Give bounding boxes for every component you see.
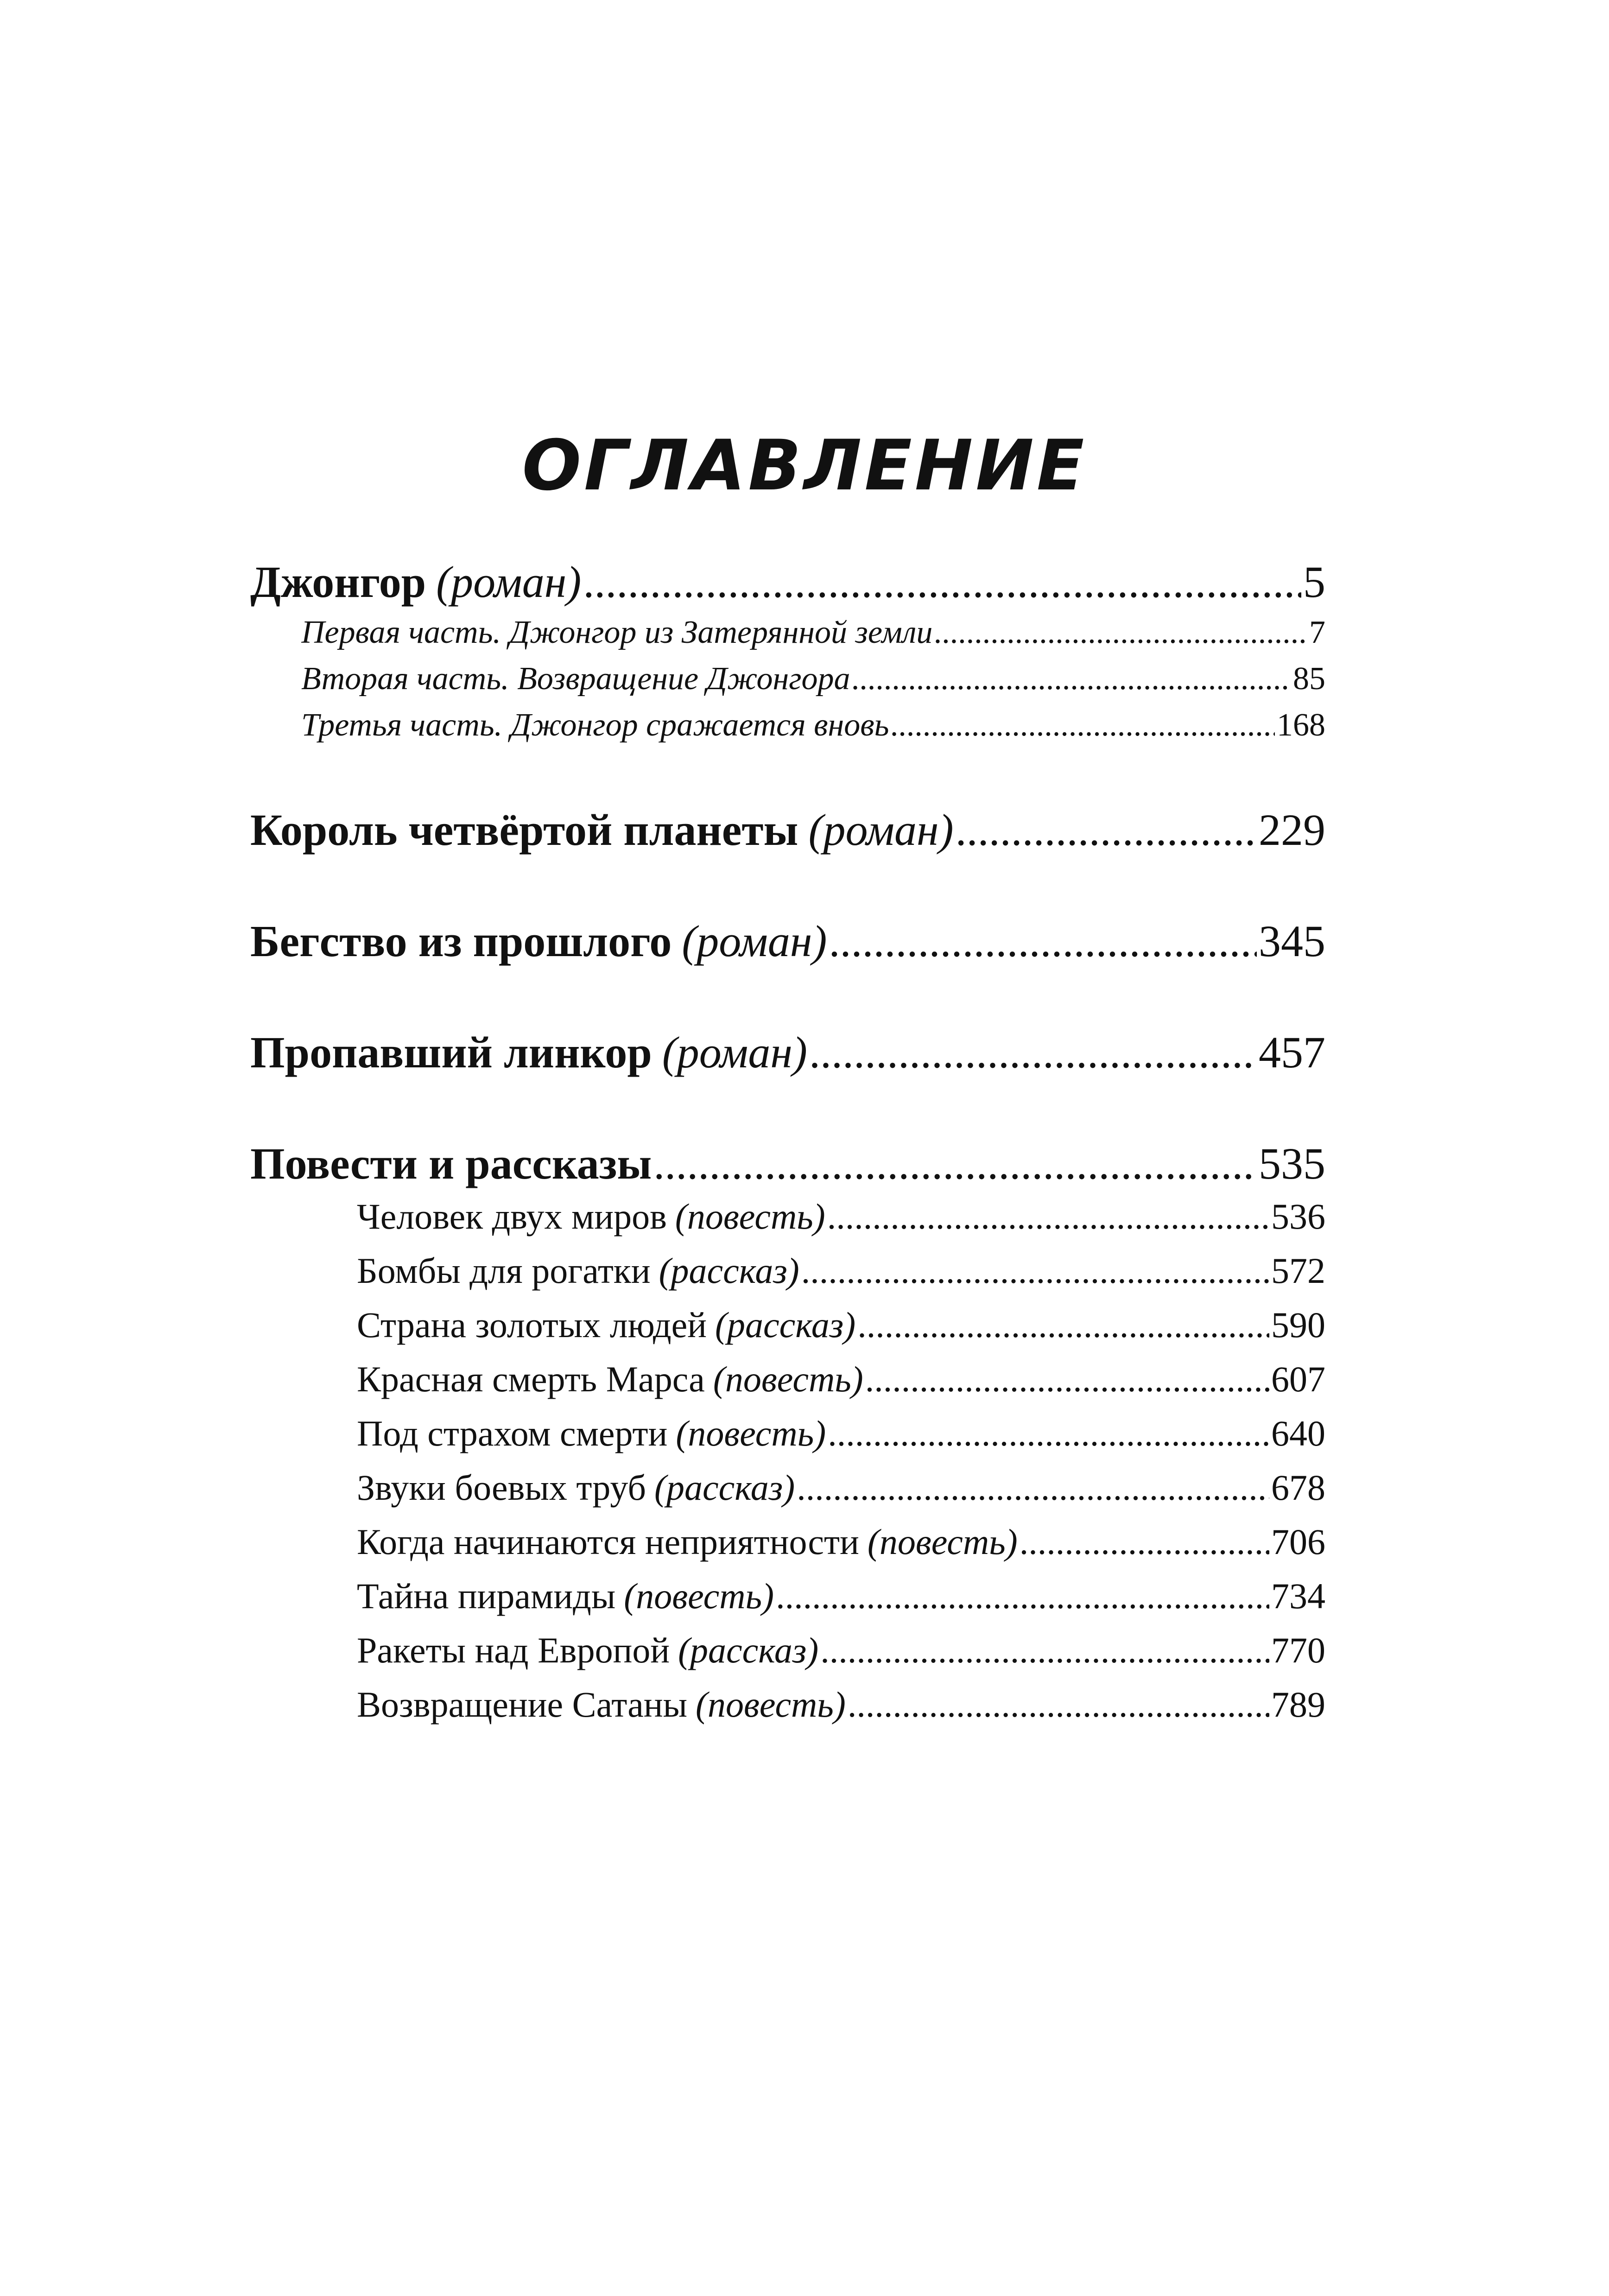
- entry-title: Бомбы для рогатки: [357, 1250, 651, 1291]
- toc-story-entry: [357, 1196, 1325, 1237]
- entry-genre: (повесть): [713, 1359, 863, 1399]
- entry-genre: (роман): [682, 916, 827, 966]
- entry-genre: (роман): [436, 557, 582, 607]
- entry-title: Пропавший линкор: [250, 1027, 652, 1077]
- entry-title: Повести и рассказы: [250, 1139, 652, 1188]
- toc-story-entry: [357, 1630, 1325, 1671]
- entry-title: Звуки боевых труб: [357, 1467, 646, 1508]
- entry-genre: (повесть): [867, 1522, 1018, 1562]
- entry-genre: (повесть): [676, 1413, 826, 1453]
- toc-subentry-part-2: [301, 660, 1325, 698]
- entry-genre: (повесть): [624, 1576, 774, 1616]
- table-of-contents: [250, 0, 1325, 2296]
- entry-page-number: 229: [1259, 805, 1325, 855]
- toc-story-entry: [357, 1413, 1325, 1454]
- entry-title: Красная смерть Марса: [357, 1359, 705, 1399]
- entry-page-number: 535: [1259, 1139, 1325, 1188]
- entry-title: Ракеты над Европой: [357, 1630, 670, 1670]
- toc-story-entry: [357, 1684, 1325, 1725]
- entry-page-number: 678: [1271, 1467, 1325, 1508]
- entry-title: Человек двух миров: [357, 1196, 667, 1237]
- dot-leader: [829, 915, 1257, 967]
- dot-leader: [820, 1630, 1269, 1671]
- entry-page-number: 607: [1271, 1359, 1325, 1399]
- toc-story-entry: [357, 1521, 1325, 1563]
- entry-genre: (роман): [662, 1027, 807, 1077]
- entry-title: Третья часть. Джонгор сражается вновь: [301, 707, 889, 743]
- toc-story-entry: [357, 1250, 1325, 1292]
- entry-title: Вторая часть. Возвращение Джонгора: [301, 661, 850, 697]
- dot-leader: [583, 556, 1301, 608]
- toc-subentry-part-1: [301, 614, 1325, 651]
- toc-entry-povesti-i-rasskazy: [250, 1138, 1325, 1189]
- entry-genre: (роман): [808, 805, 954, 855]
- toc-story-entry: [357, 1358, 1325, 1400]
- entry-title: Тайна пирамиды: [357, 1576, 616, 1616]
- toc-story-entry: [357, 1304, 1325, 1346]
- dot-leader: [891, 707, 1275, 744]
- entry-title: Под страхом смерти: [357, 1413, 668, 1453]
- dot-leader: [848, 1684, 1269, 1725]
- dot-leader: [801, 1250, 1269, 1292]
- dot-leader: [865, 1358, 1269, 1400]
- dot-leader: [809, 1027, 1257, 1078]
- entry-genre: (рассказ): [715, 1305, 856, 1345]
- entry-title: Король четвёртой планеты: [250, 805, 798, 855]
- dot-leader: [934, 614, 1307, 651]
- entry-page-number: 345: [1259, 916, 1325, 966]
- entry-page-number: 770: [1271, 1630, 1325, 1670]
- entry-page-number: 457: [1259, 1027, 1325, 1077]
- entry-page-number: 572: [1271, 1250, 1325, 1291]
- entry-genre: (повесть): [675, 1196, 825, 1237]
- toc-entry-begstvo: [250, 915, 1325, 967]
- toc-story-entry: [357, 1467, 1325, 1509]
- entry-page-number: 640: [1271, 1413, 1325, 1453]
- entry-page-number: 590: [1271, 1305, 1325, 1345]
- entry-page-number: 168: [1277, 707, 1325, 743]
- entry-page-number: 734: [1271, 1576, 1325, 1616]
- dot-leader: [857, 1304, 1269, 1346]
- entry-title: Страна золотых людей: [357, 1305, 707, 1345]
- dot-leader: [776, 1575, 1269, 1617]
- dot-leader: [1020, 1521, 1269, 1563]
- toc-entry-dzhongor: [250, 556, 1325, 608]
- entry-page-number: 706: [1271, 1522, 1325, 1562]
- toc-subentry-part-3: [301, 707, 1325, 744]
- entry-genre: (рассказ): [654, 1467, 795, 1508]
- entry-title: Первая часть. Джонгор из Затерянной земли: [301, 615, 933, 650]
- entry-title: Джонгор: [250, 557, 426, 607]
- entry-title: Когда начинаются неприятности: [357, 1522, 859, 1562]
- entry-page-number: 5: [1303, 557, 1325, 607]
- dot-leader: [828, 1413, 1269, 1454]
- dot-leader: [852, 660, 1292, 698]
- dot-leader: [653, 1138, 1257, 1189]
- dot-leader: [797, 1467, 1269, 1509]
- entry-page-number: 789: [1271, 1684, 1325, 1725]
- entry-page-number: 85: [1293, 661, 1325, 697]
- entry-genre: (повесть): [696, 1684, 846, 1725]
- entry-title: Возвращение Сатаны: [357, 1684, 688, 1725]
- entry-page-number: 7: [1309, 615, 1325, 650]
- entry-title: Бегство из прошлого: [250, 916, 672, 966]
- toc-entry-propavshiy-linkor: [250, 1027, 1325, 1078]
- page-title: ОГЛАВЛЕНИЕ: [522, 425, 1087, 506]
- dot-leader: [956, 804, 1257, 856]
- toc-entry-korol: [250, 804, 1325, 856]
- toc-story-entry: [357, 1575, 1325, 1617]
- entry-genre: (рассказ): [678, 1630, 819, 1670]
- entry-genre: (рассказ): [659, 1250, 799, 1291]
- dot-leader: [827, 1196, 1269, 1237]
- entry-page-number: 536: [1271, 1196, 1325, 1237]
